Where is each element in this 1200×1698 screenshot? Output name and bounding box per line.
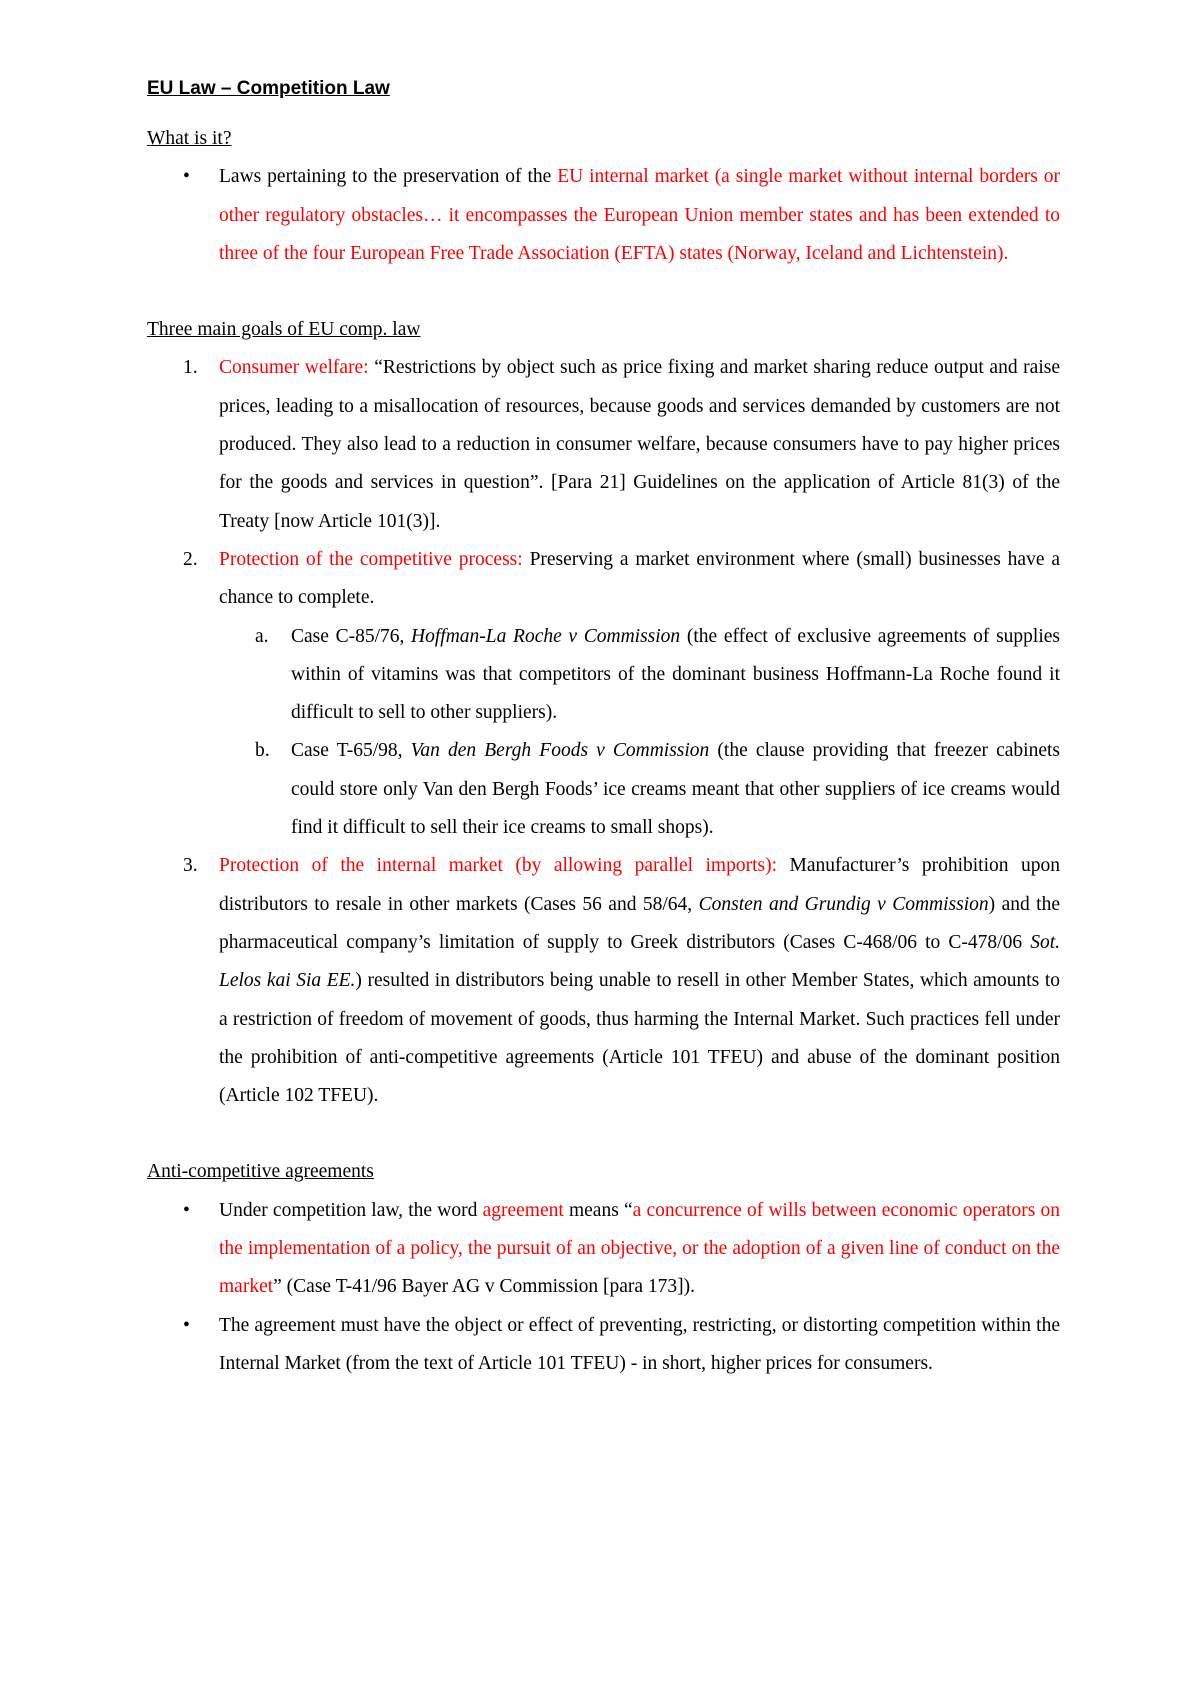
- section-heading-what-is-it: What is it?: [147, 128, 232, 149]
- document-title: EU Law – Competition Law: [147, 78, 390, 99]
- bullet-icon: •: [183, 166, 190, 188]
- lettered-list: [219, 618, 1060, 848]
- list-item: • Laws pertaining to the preservation of the EU internal market (a single market without internal borders or other regulatory obstacles… it encompasses the European Union member states and has been extended to three of the four European Free Trade Association (EFTA) states (Norway, Iceland and Lichtenstein).: [147, 158, 1060, 273]
- highlighted-text: EU internal market (a single market without internal borders or other regulatory obstacles… it encompasses the European Union member states and has been extended to three of the four European Free Trade Association (EFTA) states (Norway, Iceland and Lichtenstein).: [219, 166, 1060, 264]
- list-letter: a.: [255, 625, 269, 647]
- section-heading-anti-competitive: Anti-competitive agreements: [147, 1161, 374, 1183]
- bullet-list-anti: [147, 1192, 1060, 1383]
- list-item: • The agreement must have the object or effect of preventing, restricting, or distorting competition within the Internal Market (from the text of Article 101 TFEU) - in short, higher prices for consumers.: [147, 1307, 1060, 1384]
- list-item: 1. Consumer welfare: “Restrictions by object such as price fixing and market sharing reduce output and raise prices, leading to a misallocation of resources, because goods and services demanded by customers are not produced. They also lead to a reduction in consumer welfare, because consumers have to pay higher prices for the goods and services in question”. [Para 21] Guidelines on the application of Article 81(3) of the Treaty [now Article 101(3)].: [147, 349, 1060, 540]
- case-name: Van den Bergh Foods v Commission: [410, 740, 710, 762]
- list-item: a. Case C-85/76, Hoffman-La Roche v Commission (the effect of exclusive agreements of supplies within of vitamins was that competitors of the dominant business Hoffmann-La Roche found it difficult to sell to other suppliers).: [219, 618, 1060, 733]
- bullet-list-what: [147, 158, 1060, 273]
- list-number: 1.: [183, 357, 198, 379]
- list-item: • Under competition law, the word agreement means “a concurrence of wills between economic operators on the implementation of a policy, the pursuit of an objective, or the adoption of a given line of conduct on the market” (Case T-41/96 Bayer AG v Commission [para 173]).: [147, 1192, 1060, 1307]
- list-number: 3.: [183, 855, 198, 877]
- goal-label: Protection of the competitive process:: [219, 548, 523, 570]
- list-item: 2. Protection of the competitive process: Preserving a market environment where (small) businesses have a chance to complete. a. Case C-85/76, Hoffman-La Roche v Commission (the effect of exclusive agreements of supplies within of vitamins was that competitors of the dominant business Hoffmann-La Roche found it difficult to sell to other suppliers). b. Case T-65/98, Van den Bergh Foods v Commission (the clause providing that freezer cabinets could store only Van den Bergh Foods’ ice creams meant that other suppliers of ice creams would find it difficult to sell their ice creams to small shops).: [147, 541, 1060, 847]
- case-name: Consten and Grundig v Commission: [698, 893, 989, 915]
- bullet-icon: •: [183, 1314, 190, 1336]
- list-letter: b.: [255, 740, 270, 762]
- goal-label: Protection of the internal market (by allowing parallel imports):: [219, 855, 778, 877]
- section-heading-goals: Three main goals of EU comp. law: [147, 319, 421, 341]
- case-name: Hoffman-La Roche v Commission: [411, 625, 681, 647]
- list-item: 3. Protection of the internal market (by allowing parallel imports): Manufacturer’s prohibition upon distributors to resale in other markets (Cases 56 and 58/64, Consten and Grundig v Commission) and the pharmaceutical company’s limitation of supply to Greek distributors (Cases C-468/06 to C-478/06 Sot. Lelos kai Sia EE.) resulted in distributors being unable to resell in other Member States, which amounts to a restriction of freedom of movement of goods, thus harming the Internal Market. Such practices fell under the prohibition of anti-competitive agreements (Article 101 TFEU) and abuse of the dominant position (Article 102 TFEU).: [147, 847, 1060, 1115]
- highlighted-text: a concurrence of wills between economic operators on the implementation of a policy, the pursuit of an objective, or the adoption of a given line of conduct on the market: [219, 1199, 1061, 1298]
- highlighted-text: agreement: [482, 1199, 564, 1221]
- list-item: b. Case T-65/98, Van den Bergh Foods v Commission (the clause providing that freezer cabinets could store only Van den Bergh Foods’ ice creams meant that other suppliers of ice creams would find it difficult to sell their ice creams to small shops).: [219, 732, 1060, 847]
- case-name: Sot. Lelos kai Sia EE.: [219, 931, 1060, 992]
- goal-label: Consumer welfare:: [219, 357, 369, 379]
- numbered-list-goals: [147, 349, 1060, 1115]
- document-page: [147, 70, 1060, 1383]
- bullet-icon: •: [183, 1199, 190, 1221]
- list-number: 2.: [183, 548, 198, 570]
